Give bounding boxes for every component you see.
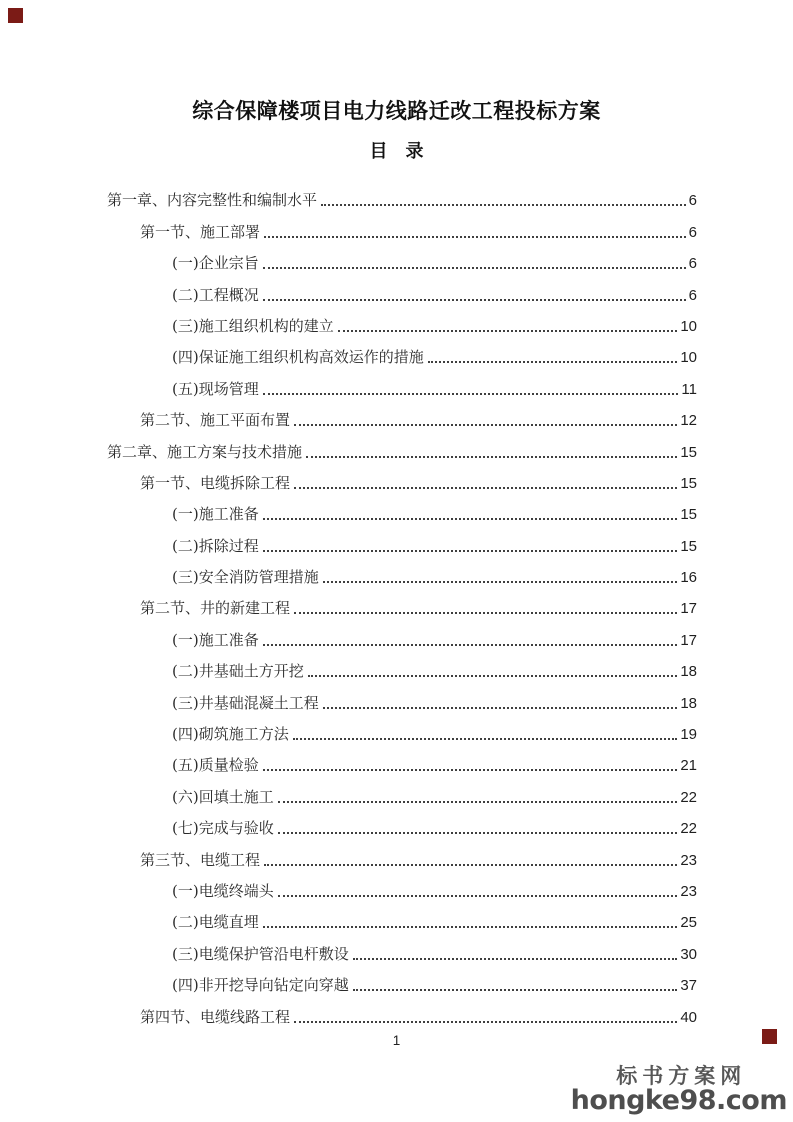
toc-page-number[interactable]: 15 [680, 506, 697, 524]
toc-dotted-leader [428, 361, 678, 363]
toc-entry[interactable] [107, 528, 697, 559]
toc-entry-title[interactable]: (一)企业宗旨 [172, 254, 259, 273]
toc-entry-title[interactable]: (二)井基础土方开挖 [172, 662, 304, 681]
toc-entry[interactable] [107, 277, 697, 308]
toc-entry-title[interactable]: (七)完成与验收 [172, 819, 274, 838]
toc-entry[interactable] [107, 309, 697, 340]
toc-entry[interactable] [107, 779, 697, 810]
toc-dotted-leader [263, 769, 678, 771]
toc-entry[interactable] [107, 403, 697, 434]
toc-dotted-leader [353, 958, 678, 960]
watermark-site-name: 标书方案网 [616, 1063, 747, 1088]
toc-entry[interactable] [107, 968, 697, 999]
toc-dotted-leader [263, 267, 686, 269]
toc-entry[interactable] [107, 246, 697, 277]
toc-page-number[interactable]: 19 [680, 726, 697, 744]
toc-dotted-leader [323, 581, 678, 583]
toc-dotted-leader [263, 393, 679, 395]
toc-entry[interactable] [107, 340, 697, 371]
toc-dotted-leader [294, 424, 677, 426]
toc-entry[interactable] [107, 183, 697, 214]
toc-dotted-leader [263, 550, 678, 552]
toc-entry-title[interactable]: (二)拆除过程 [172, 536, 259, 555]
toc-page-number[interactable]: 6 [688, 223, 697, 241]
toc-dotted-leader [294, 1021, 677, 1023]
toc-entry-title[interactable]: (五)质量检验 [172, 756, 259, 775]
toc-page-number[interactable]: 23 [680, 851, 697, 869]
toc-entry[interactable] [107, 560, 697, 591]
toc-dotted-leader [321, 204, 686, 206]
toc-dotted-leader [294, 487, 677, 489]
toc-page-number[interactable]: 30 [680, 945, 697, 963]
toc-entry[interactable] [107, 999, 697, 1030]
toc-entry-title[interactable]: (四)非开挖导向钻定向穿越 [172, 976, 349, 995]
toc-dotted-leader [263, 518, 678, 520]
toc-entry-title[interactable]: (三)安全消防管理措施 [172, 568, 319, 587]
toc-entry[interactable] [107, 591, 697, 622]
toc-dotted-leader [294, 612, 677, 614]
toc-dotted-leader [264, 236, 686, 238]
toc-page-number[interactable]: 6 [688, 192, 697, 210]
toc-page-number[interactable]: 18 [680, 694, 697, 712]
toc-entry[interactable] [107, 466, 697, 497]
toc-page-number[interactable]: 15 [680, 537, 697, 555]
toc-dotted-leader [293, 738, 678, 740]
toc-entry[interactable] [107, 654, 697, 685]
toc-page-number[interactable]: 6 [688, 255, 697, 273]
toc-list [107, 183, 697, 1031]
toc-page-number[interactable]: 22 [680, 788, 697, 806]
toc-entry[interactable] [107, 842, 697, 873]
toc-entry-title[interactable]: (五)现场管理 [172, 379, 259, 398]
watermark [571, 1065, 787, 1115]
toc-entry-title[interactable]: (三)井基础混凝土工程 [172, 693, 319, 712]
toc-entry[interactable] [107, 717, 697, 748]
toc-entry[interactable] [107, 497, 697, 528]
toc-entry[interactable] [107, 622, 697, 653]
toc-dotted-leader [263, 644, 678, 646]
document-title: 综合保障楼项目电力线路迁改工程投标方案 [192, 98, 601, 123]
toc-entry[interactable] [107, 685, 697, 716]
toc-page-number[interactable]: 16 [680, 569, 697, 587]
toc-entry[interactable] [107, 748, 697, 779]
toc-page-number[interactable]: 37 [680, 977, 697, 995]
toc-page-number[interactable]: 11 [681, 380, 697, 398]
toc-dotted-leader [278, 895, 678, 897]
toc-page-number[interactable]: 22 [680, 820, 697, 838]
toc-dotted-leader [323, 707, 678, 709]
toc-entry[interactable] [107, 936, 697, 967]
toc-entry-title[interactable]: 第二节、井的新建工程 [140, 599, 291, 618]
toc-dotted-leader [306, 456, 677, 458]
toc-dotted-leader [278, 801, 678, 803]
toc-page-number[interactable]: 15 [680, 443, 697, 461]
toc-dotted-leader [263, 926, 678, 928]
toc-entry-title[interactable]: (二)工程概况 [172, 285, 259, 304]
toc-entry-title[interactable]: (六)回填土施工 [172, 787, 274, 806]
corner-logo-square [8, 8, 23, 23]
toc-entry-title[interactable]: (二)电缆直埋 [172, 913, 259, 932]
toc-entry-title[interactable]: (四)保证施工组织机构高效运作的措施 [172, 348, 424, 367]
toc-entry-title[interactable]: 第一节、电缆拆除工程 [140, 473, 291, 492]
toc-entry-title[interactable]: 第三节、电缆工程 [140, 850, 261, 869]
toc-entry-title[interactable]: (一)施工准备 [172, 630, 259, 649]
toc-entry[interactable] [107, 434, 697, 465]
toc-page-number[interactable]: 6 [688, 286, 697, 304]
toc-page-number[interactable]: 15 [680, 474, 697, 492]
toc-dotted-leader [338, 330, 678, 332]
toc-entry-title[interactable]: 第一章、内容完整性和编制水平 [107, 191, 318, 210]
toc-entry-title[interactable]: (三)电缆保护管沿电杆敷设 [172, 944, 349, 963]
toc-entry-title[interactable]: 第四节、电缆线路工程 [140, 1007, 291, 1026]
toc-page-number[interactable]: 25 [680, 914, 697, 932]
toc-dotted-leader [308, 675, 678, 677]
toc-page-number[interactable]: 10 [680, 317, 697, 335]
toc-entry-title[interactable]: 第二章、施工方案与技术措施 [107, 442, 303, 461]
toc-page-number[interactable]: 23 [680, 882, 697, 900]
toc-dotted-leader [264, 864, 677, 866]
toc-entry-title[interactable]: (一)电缆终端头 [172, 881, 274, 900]
watermark-logo-square [762, 1029, 777, 1044]
toc-page-number[interactable]: 17 [680, 631, 697, 649]
toc-page-number[interactable]: 17 [680, 600, 697, 618]
toc-dotted-leader [263, 299, 686, 301]
toc-page-number[interactable]: 12 [680, 412, 697, 430]
toc-page-number[interactable]: 18 [680, 663, 697, 681]
toc-dotted-leader [278, 832, 678, 834]
toc-page-number[interactable]: 21 [680, 757, 697, 775]
toc-entry-title[interactable]: 第二节、施工平面布置 [140, 411, 291, 430]
toc-entry-title[interactable]: 第一节、施工部署 [140, 222, 261, 241]
toc-entry-title[interactable]: (一)施工准备 [172, 505, 259, 524]
toc-entry-title[interactable]: (四)砌筑施工方法 [172, 725, 289, 744]
toc-entry[interactable] [107, 905, 697, 936]
watermark-site-url: hongke98.com [570, 1084, 787, 1116]
toc-page-number[interactable]: 40 [680, 1008, 697, 1026]
toc-entry[interactable] [107, 214, 697, 245]
toc-entry[interactable] [107, 371, 697, 402]
page-number-footer: 1 [392, 1033, 401, 1048]
toc-page-number[interactable]: 10 [680, 349, 697, 367]
toc-entry-title[interactable]: (三)施工组织机构的建立 [172, 316, 334, 335]
toc-entry[interactable] [107, 874, 697, 905]
toc-dotted-leader [353, 989, 678, 991]
toc-heading: 目 录 [369, 141, 424, 162]
toc-entry[interactable] [107, 811, 697, 842]
